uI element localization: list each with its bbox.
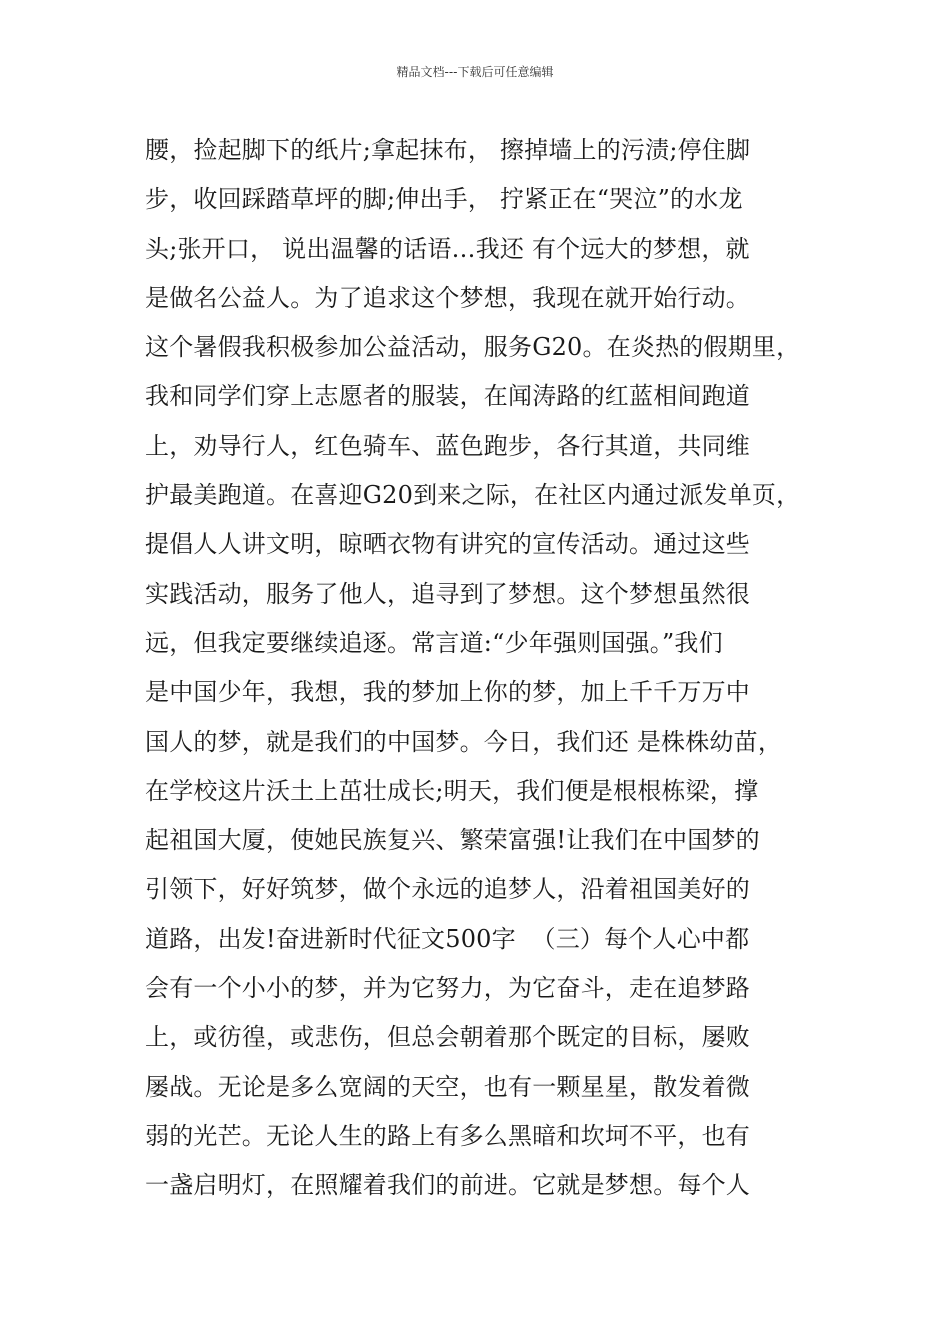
text-line: 腰，捡起脚下的纸片;拿起抹布， 擦掉墙上的污渍;停住脚	[145, 136, 751, 164]
text-line: 国人的梦，就是我们的中国梦。今日，我们还 是株株幼苗，	[145, 727, 783, 756]
text-line: 步，收回踩踏草坪的脚;伸出手， 拧紧正在“哭泣”的水龙	[145, 185, 743, 214]
text-line: 提倡人人讲文明，晾晒衣物有讲究的宣传活动。通过这些	[145, 530, 750, 559]
text-line: 会有一个小小的梦，并为它努力，为它奋斗，走在追梦路	[145, 974, 750, 1003]
text-line: 实践活动，服务了他人，追寻到了梦想。这个梦想虽然很	[145, 579, 750, 608]
text-line: 上，劝导行人，红色骑车、蓝色跑步，各行其道，共同维	[145, 431, 750, 460]
text-line: 道路，出发!奋进新时代征文500字 （三）每个人心中都	[145, 924, 750, 953]
text-line: 这个暑假我积极参加公益活动，服务G20。在炎热的假期里，	[145, 333, 801, 362]
document-body	[145, 126, 835, 1211]
text-line: 起祖国大厦，使她民族复兴、繁荣富强!让我们在中国梦的	[145, 826, 760, 855]
text-line: 是做名公益人。为了追求这个梦想，我现在就开始行动。	[145, 283, 750, 312]
page-header: 精品文档---下载后可任意编辑	[396, 65, 554, 79]
text-line: 远，但我定要继续追逐。常言道:“少年强则国强。”我们	[145, 628, 723, 657]
text-line: 上，或彷徨，或悲伤，但总会朝着那个既定的目标，屡败	[145, 1023, 750, 1052]
text-line: 弱的光芒。无论人生的路上有多么黑暗和坎坷不平，也有	[145, 1121, 750, 1150]
text-line: 一盏启明灯，在照耀着我们的前进。它就是梦想。每个人	[145, 1171, 750, 1200]
text-line: 护最美跑道。在喜迎G20到来之际，在社区内通过派发单页，	[145, 481, 801, 510]
text-line: 在学校这片沃土上茁壮成长;明天，我们便是根根栋梁，撑	[145, 776, 759, 805]
text-line: 我和同学们穿上志愿者的服装，在闻涛路的红蓝相间跑道	[145, 382, 750, 411]
text-line: 引领下，好好筑梦，做个永远的追梦人，沿着祖国美好的	[145, 875, 750, 904]
text-line: 屡战。无论是多么宽阔的天空，也有一颗星星，散发着微	[145, 1072, 750, 1101]
text-line: 头;张开口， 说出温馨的话语…我还 有个远大的梦想，就	[145, 234, 750, 263]
text-line: 是中国少年，我想，我的梦加上你的梦，加上千千万万中	[145, 678, 750, 707]
